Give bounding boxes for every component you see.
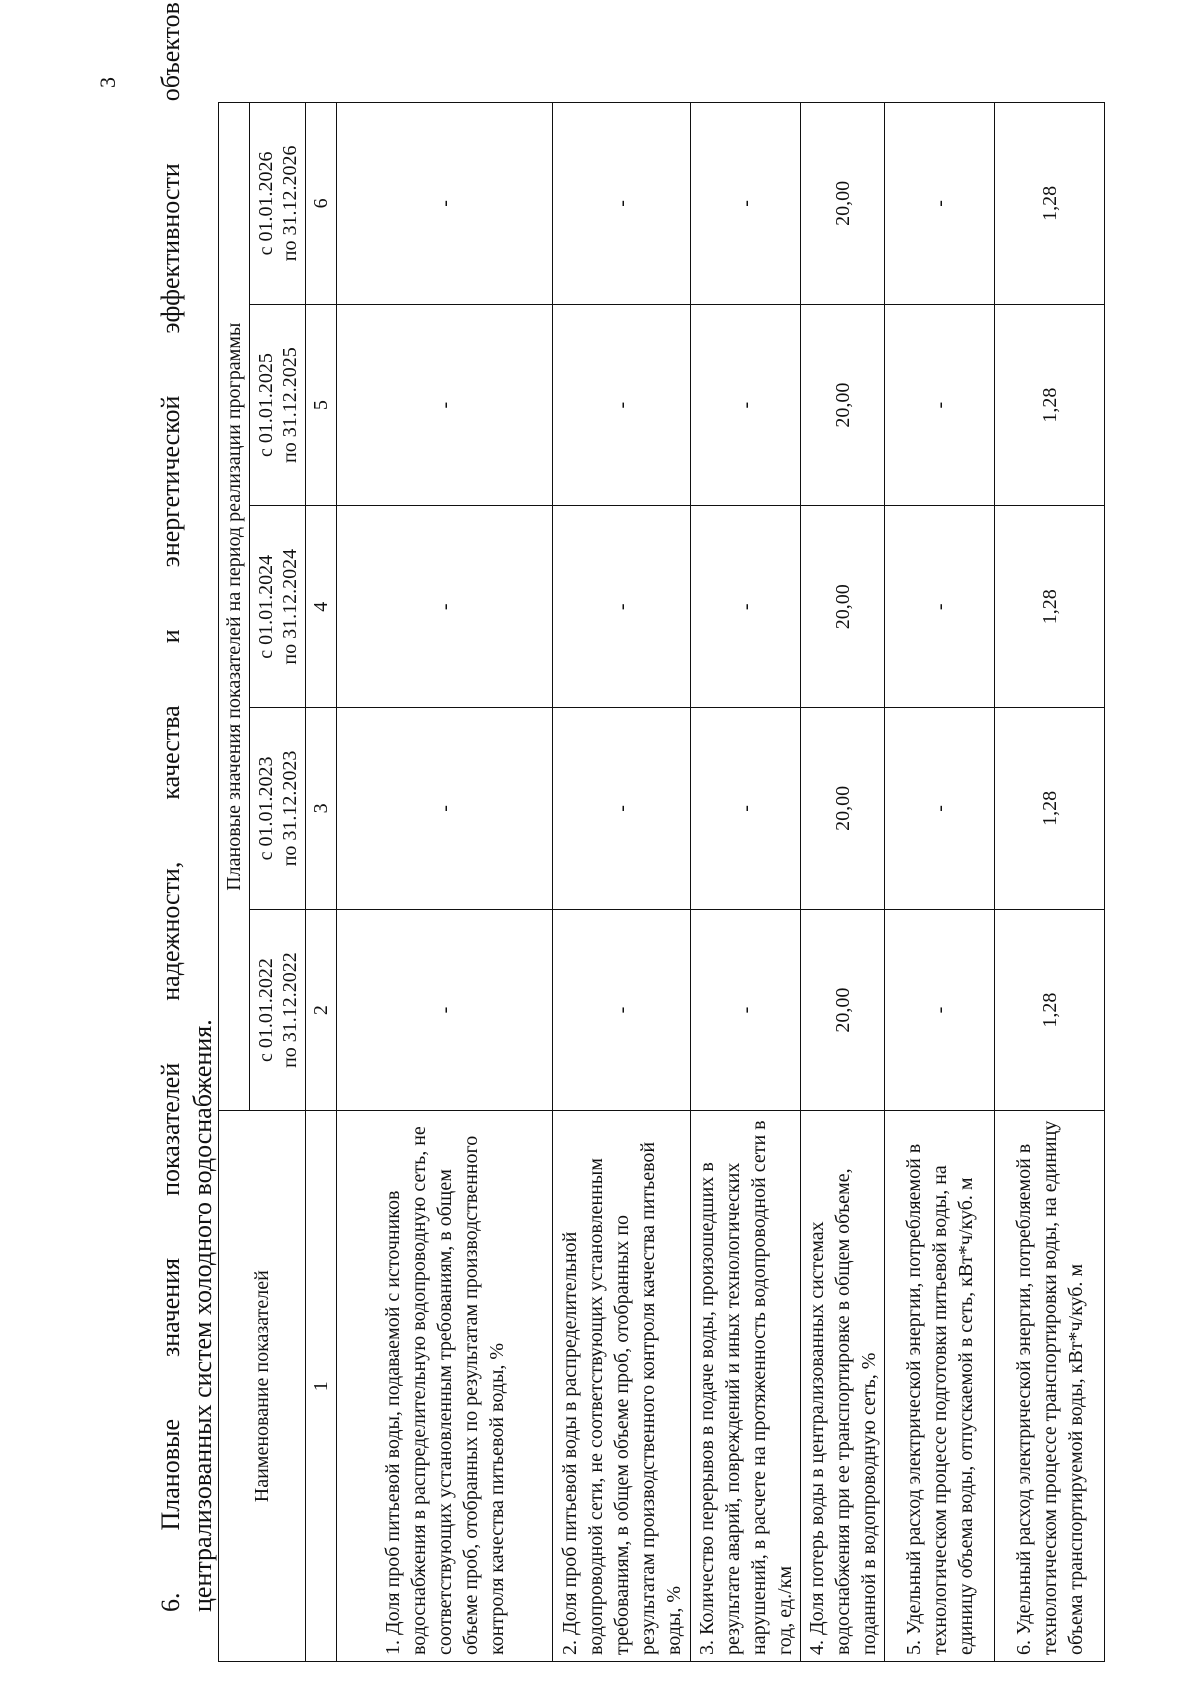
indicator-value: - [553, 304, 691, 506]
column-number: 3 [306, 708, 337, 910]
column-number: 5 [306, 304, 337, 506]
indicator-value: - [553, 103, 691, 305]
table-row [337, 103, 553, 1662]
header-row-group [219, 103, 250, 1662]
indicator-value: 1,28 [995, 304, 1105, 506]
column-number: 1 [306, 1111, 337, 1662]
name-column-header: Наименование показателей [219, 1111, 306, 1662]
column-number-row [306, 103, 337, 1662]
heading-word: Плановые [156, 1419, 185, 1531]
heading-word: энергетической [156, 395, 185, 568]
period-header: с 01.01.2025 по 31.12.2025 [250, 304, 306, 506]
indicator-value: - [337, 103, 553, 305]
table-row [995, 103, 1105, 1662]
section-heading [155, 2, 219, 1612]
indicator-value: - [885, 708, 995, 910]
indicator-value: - [691, 304, 801, 506]
heading-word: и [156, 629, 185, 644]
indicator-value: - [885, 103, 995, 305]
period-header: с 01.01.2022 по 31.12.2022 [250, 909, 306, 1111]
table-row [553, 103, 691, 1662]
column-number: 6 [306, 103, 337, 305]
indicator-value: 20,00 [801, 304, 885, 506]
indicator-value: - [337, 506, 553, 708]
indicator-value: - [691, 103, 801, 305]
table-row [801, 103, 885, 1662]
heading-word: качества [156, 705, 185, 800]
heading-word: показателей [156, 1062, 185, 1196]
indicator-value: 20,00 [801, 909, 885, 1111]
indicator-name: 4. Доля потерь воды в централизованных системах водоснабжения при ее транспортировке в общем объеме, поданной в водопроводную сеть, % [801, 1111, 885, 1662]
indicator-value: - [553, 708, 691, 910]
indicator-value: 20,00 [801, 506, 885, 708]
indicator-value: - [691, 909, 801, 1111]
heading-word: 6. [156, 1592, 185, 1612]
indicator-value: - [885, 506, 995, 708]
indicators-table [218, 102, 1105, 1662]
heading-word: надежности, [156, 861, 185, 1001]
heading-line-1 [155, 2, 187, 1612]
indicator-value: - [337, 304, 553, 506]
period-header: с 01.01.2023 по 31.12.2023 [250, 708, 306, 910]
indicator-value: - [885, 304, 995, 506]
indicator-value: 20,00 [801, 103, 885, 305]
plan-values-group-header: Плановые значения показателей на период реализации программы [219, 103, 250, 1111]
table-row [691, 103, 801, 1662]
page-number: 3 [95, 77, 120, 88]
indicator-value: 20,00 [801, 708, 885, 910]
indicator-name: 5. Удельный расход электрической энергии, потребляемой в технологическом процессе подготовки питьевой воды, на единицу объема воды, отпускаемой в сеть, кВт*ч/куб. м [885, 1111, 995, 1662]
column-number: 2 [306, 909, 337, 1111]
heading-line-2: централизованных систем холодного водоснабжения. [188, 1019, 217, 1612]
indicator-value: - [337, 708, 553, 910]
indicator-value: 1,28 [995, 708, 1105, 910]
period-header: с 01.01.2024 по 31.12.2024 [250, 506, 306, 708]
indicator-name: 1. Доля проб питьевой воды, подаваемой с источников водоснабжения в распределительную водопроводную сеть, не соответствующих установленным требованиям, в общем объеме проб, отобранных по результатам производственного контроля качества питьевой воды, % [337, 1111, 553, 1662]
indicator-value: - [553, 506, 691, 708]
indicator-value: - [337, 909, 553, 1111]
heading-word: значения [156, 1257, 185, 1357]
indicator-value: - [553, 909, 691, 1111]
indicator-value: 1,28 [995, 506, 1105, 708]
heading-word: объектов [156, 2, 185, 102]
indicator-value: - [691, 708, 801, 910]
indicator-name: 6. Удельный расход электрической энергии, потребляемой в технологическом процессе транспортировки воды, на единицу объема транспортируемой воды, кВт*ч/куб. м [995, 1111, 1105, 1662]
column-number: 4 [306, 506, 337, 708]
indicator-value: - [885, 909, 995, 1111]
indicator-name: 2. Доля проб питьевой воды в распределительной водопроводной сети, не соответствующих установленным требованиям, в общем объеме проб, отобранных по результатам производственного контроля качества питьевой воды, % [553, 1111, 691, 1662]
indicator-value: 1,28 [995, 909, 1105, 1111]
indicator-value: - [691, 506, 801, 708]
heading-word: эффективности [156, 163, 185, 334]
period-header: с 01.01.2026 по 31.12.2026 [250, 103, 306, 305]
indicator-name: 3. Количество перерывов в подаче воды, произошедших в результате аварий, повреждений и иных технологических нарушений, в расчете на протяженность водопроводной сети в год, ед./км [691, 1111, 801, 1662]
table-row [885, 103, 995, 1662]
indicator-value: 1,28 [995, 103, 1105, 305]
